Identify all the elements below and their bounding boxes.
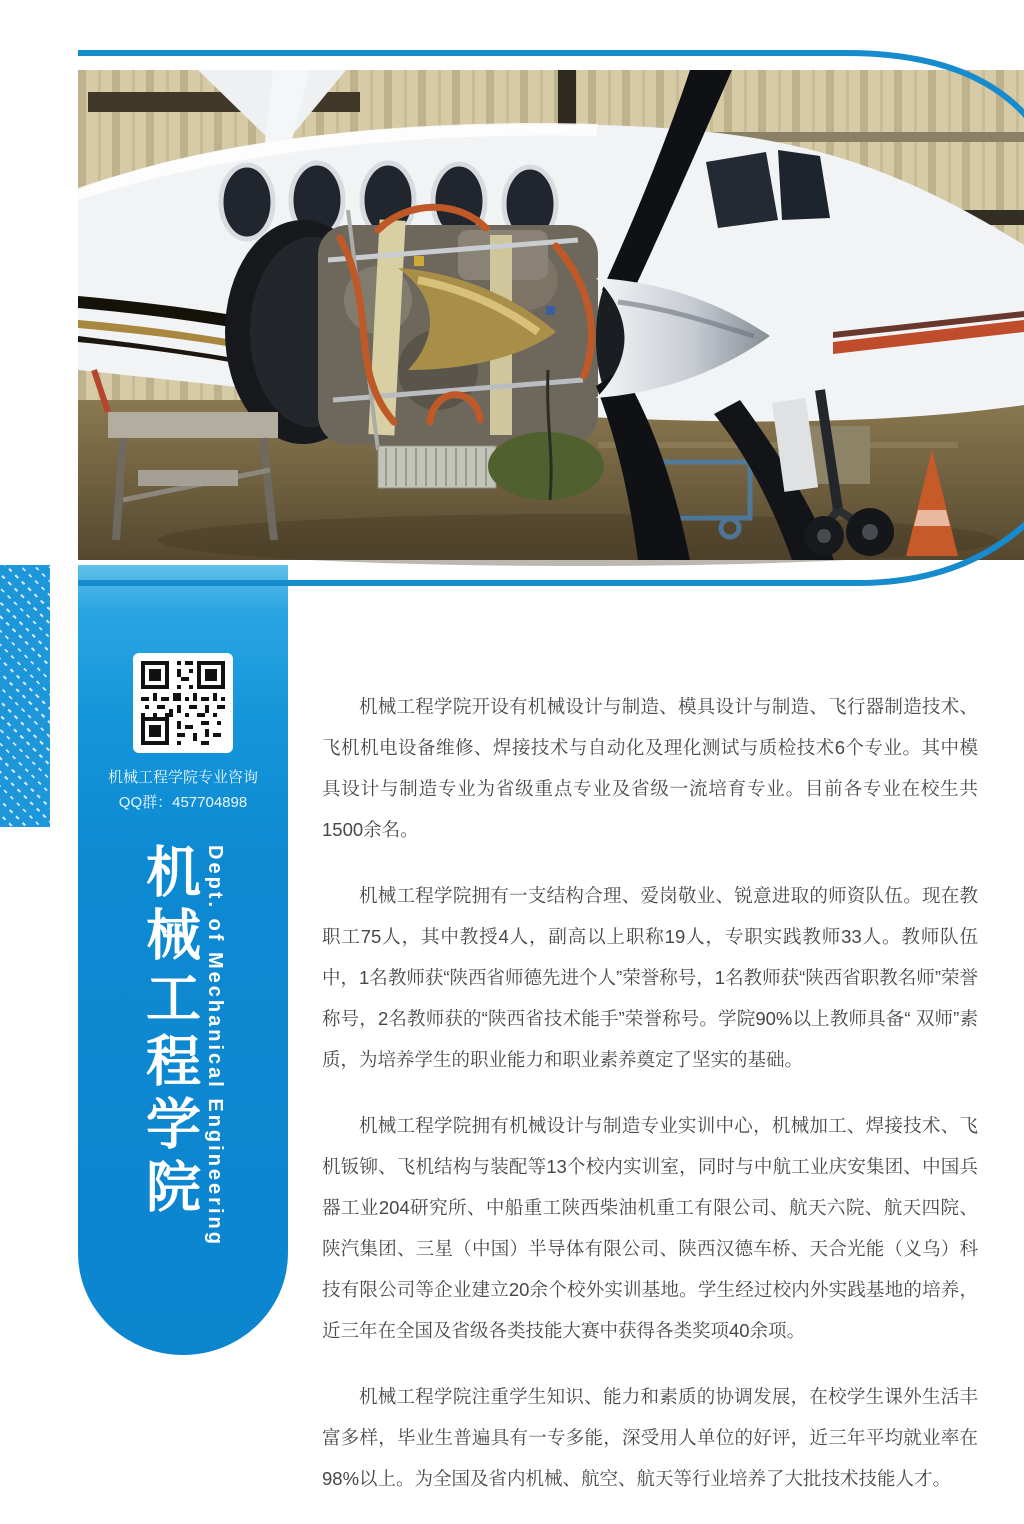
- paragraph-overview: 机械工程学院开设有机械设计与制造、模具设计与制造、飞行器制造技术、飞机机电设备维修、焊接技术与自动化及理化测试与质检技术6个专业。其中模具设计与制造专业为省级重点专业及省级一流培育专业。目前各专业在校生共1500余名。: [322, 696, 978, 840]
- qr-caption-line2: QQ群：457704898: [118, 794, 248, 811]
- paragraph-training: 机械工程学院拥有机械设计与制造专业实训中心，机械加工、焊接技术、飞机钣铆、飞机结构与装配等13个校内实训室，同时与中航工业庆安集团、中国兵器工业204研究所、中船重工陕西柴油机重工有限公司、航天六院、航天四院、陕汽集团、三星（中国）半导体有限公司、陕西汉德车桥、天合光能（义乌）科技有限公司等企业建立20余个校外实训基地。学生经过校内外实践基地的培养，近三年在全国及省级各类技能大赛中获得各类奖项40余项。: [322, 1115, 978, 1341]
- department-title-cn: 机械工程学院: [138, 843, 200, 1221]
- paragraph-employment: 机械工程学院注重学生知识、能力和素质的协调发展，在校学生课外生活丰富多样，毕业生普遍具有一专多能，深受用人单位的好评，近三年平均就业率在98%以上。为全国及省内机械、航空、航天等行业培养了大批技术技能人才。: [322, 1386, 978, 1489]
- hatched-decor-strip: [0, 565, 50, 827]
- department-banner: [78, 565, 288, 1355]
- qr-caption: [108, 765, 258, 815]
- qr-caption-line1: 机械工程学院专业咨询: [107, 769, 258, 786]
- aircraft-engine-photo: [78, 70, 1024, 560]
- paragraph-faculty: 机械工程学院拥有一支结构合理、爱岗敬业、锐意进取的师资队伍。现在教职工75人，其中教授4人，副高以上职称19人，专职实践教师33人。教师队伍中，1名教师获“陕西省师德先进个人”荣誉称号，1名教师获“陕西省职教名师”荣誉称号，2名教师获的“陕西省技术能手”荣誉称号。学院90%以上教师具备“ 双师”素质，为培养学生的职业能力和职业素养奠定了坚实的基础。: [322, 885, 978, 1070]
- department-title-en: Dept. of Mechanical Engineering: [204, 845, 226, 1247]
- qr-code: [133, 653, 233, 753]
- department-title: [138, 843, 226, 1247]
- aircraft-illustration: [78, 70, 1024, 560]
- qr-code-icon: [141, 661, 225, 745]
- department-description: [322, 686, 978, 1524]
